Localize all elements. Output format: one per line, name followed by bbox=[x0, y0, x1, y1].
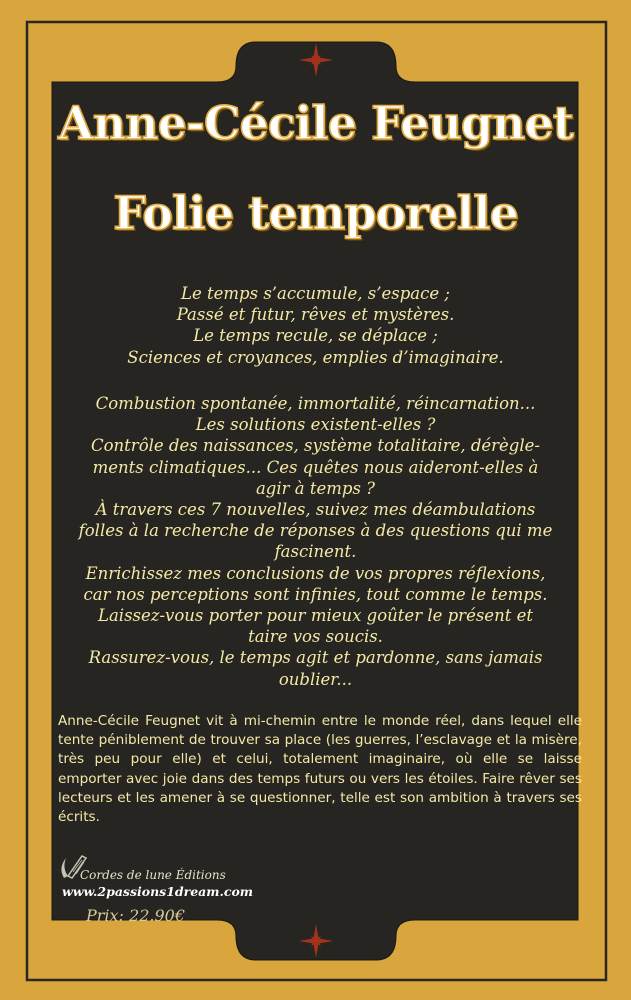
author-title: Anne-Cécile Feugnet bbox=[57, 96, 574, 150]
blurb-line: folles à la recherche de réponses à des questions qui me bbox=[78, 521, 553, 541]
poem-line: Le temps recule, se déplace ; bbox=[193, 326, 438, 346]
author-bio: Anne-Cécile Feugnet vit à mi-chemin entre le monde réel, dans lequel elle tente péniblement de trouver sa place (les guerres, l’esclavage et la misère, très peu pour elle) et celui, totalement imaginaire, où elle se laisse emporter avec joie dans des temps futurs ou vers les étoiles. Faire rêver ses lecteurs et les amener à se questionner, telle est son ambition à travers ses écrits. bbox=[58, 713, 582, 826]
blurb-line: Rassurez-vous, le temps agit et pardonne, sans jamais bbox=[88, 648, 543, 668]
blurb-text bbox=[20, 393, 611, 690]
blurb-line: fascinent. bbox=[274, 542, 357, 562]
blurb-line: Contrôle des naissances, système totalitaire, dérègle- bbox=[90, 436, 540, 456]
book-title: Folie temporelle bbox=[113, 186, 518, 240]
blurb-line: Combustion spontanée, immortalité, réincarnation... bbox=[95, 394, 536, 413]
publisher-name: Cordes de lune Éditions bbox=[80, 868, 226, 882]
price-label: Prix: 22.90€ bbox=[86, 906, 186, 925]
poem-line: Sciences et croyances, emplies d’imaginaire. bbox=[127, 347, 504, 367]
publisher-website: www.2passions1dream.com bbox=[62, 884, 254, 899]
blurb-line: ments climatiques... Ces quêtes nous aideront-elles à bbox=[92, 457, 539, 477]
blurb-line: Laissez-vous porter pour mieux goûter le présent et bbox=[98, 606, 533, 626]
poem-line: Passé et futur, rêves et mystères. bbox=[176, 305, 455, 325]
blurb-line: Enrichissez mes conclusions de vos propres réflexions, bbox=[85, 563, 546, 583]
poem-line: Le temps s’accumule, s’espace ; bbox=[181, 284, 450, 303]
blurb-line: agir à temps ? bbox=[255, 478, 376, 498]
blurb-line: À travers ces 7 nouvelles, suivez mes déambulations bbox=[95, 500, 536, 520]
blurb-line: oublier... bbox=[278, 669, 353, 689]
poem-stanza bbox=[20, 283, 611, 368]
blurb-line: Les solutions existent-elles ? bbox=[195, 415, 436, 435]
blurb-line: taire vos soucis. bbox=[248, 627, 383, 647]
blurb-line: car nos perceptions sont infinies, tout comme le temps. bbox=[83, 584, 548, 604]
